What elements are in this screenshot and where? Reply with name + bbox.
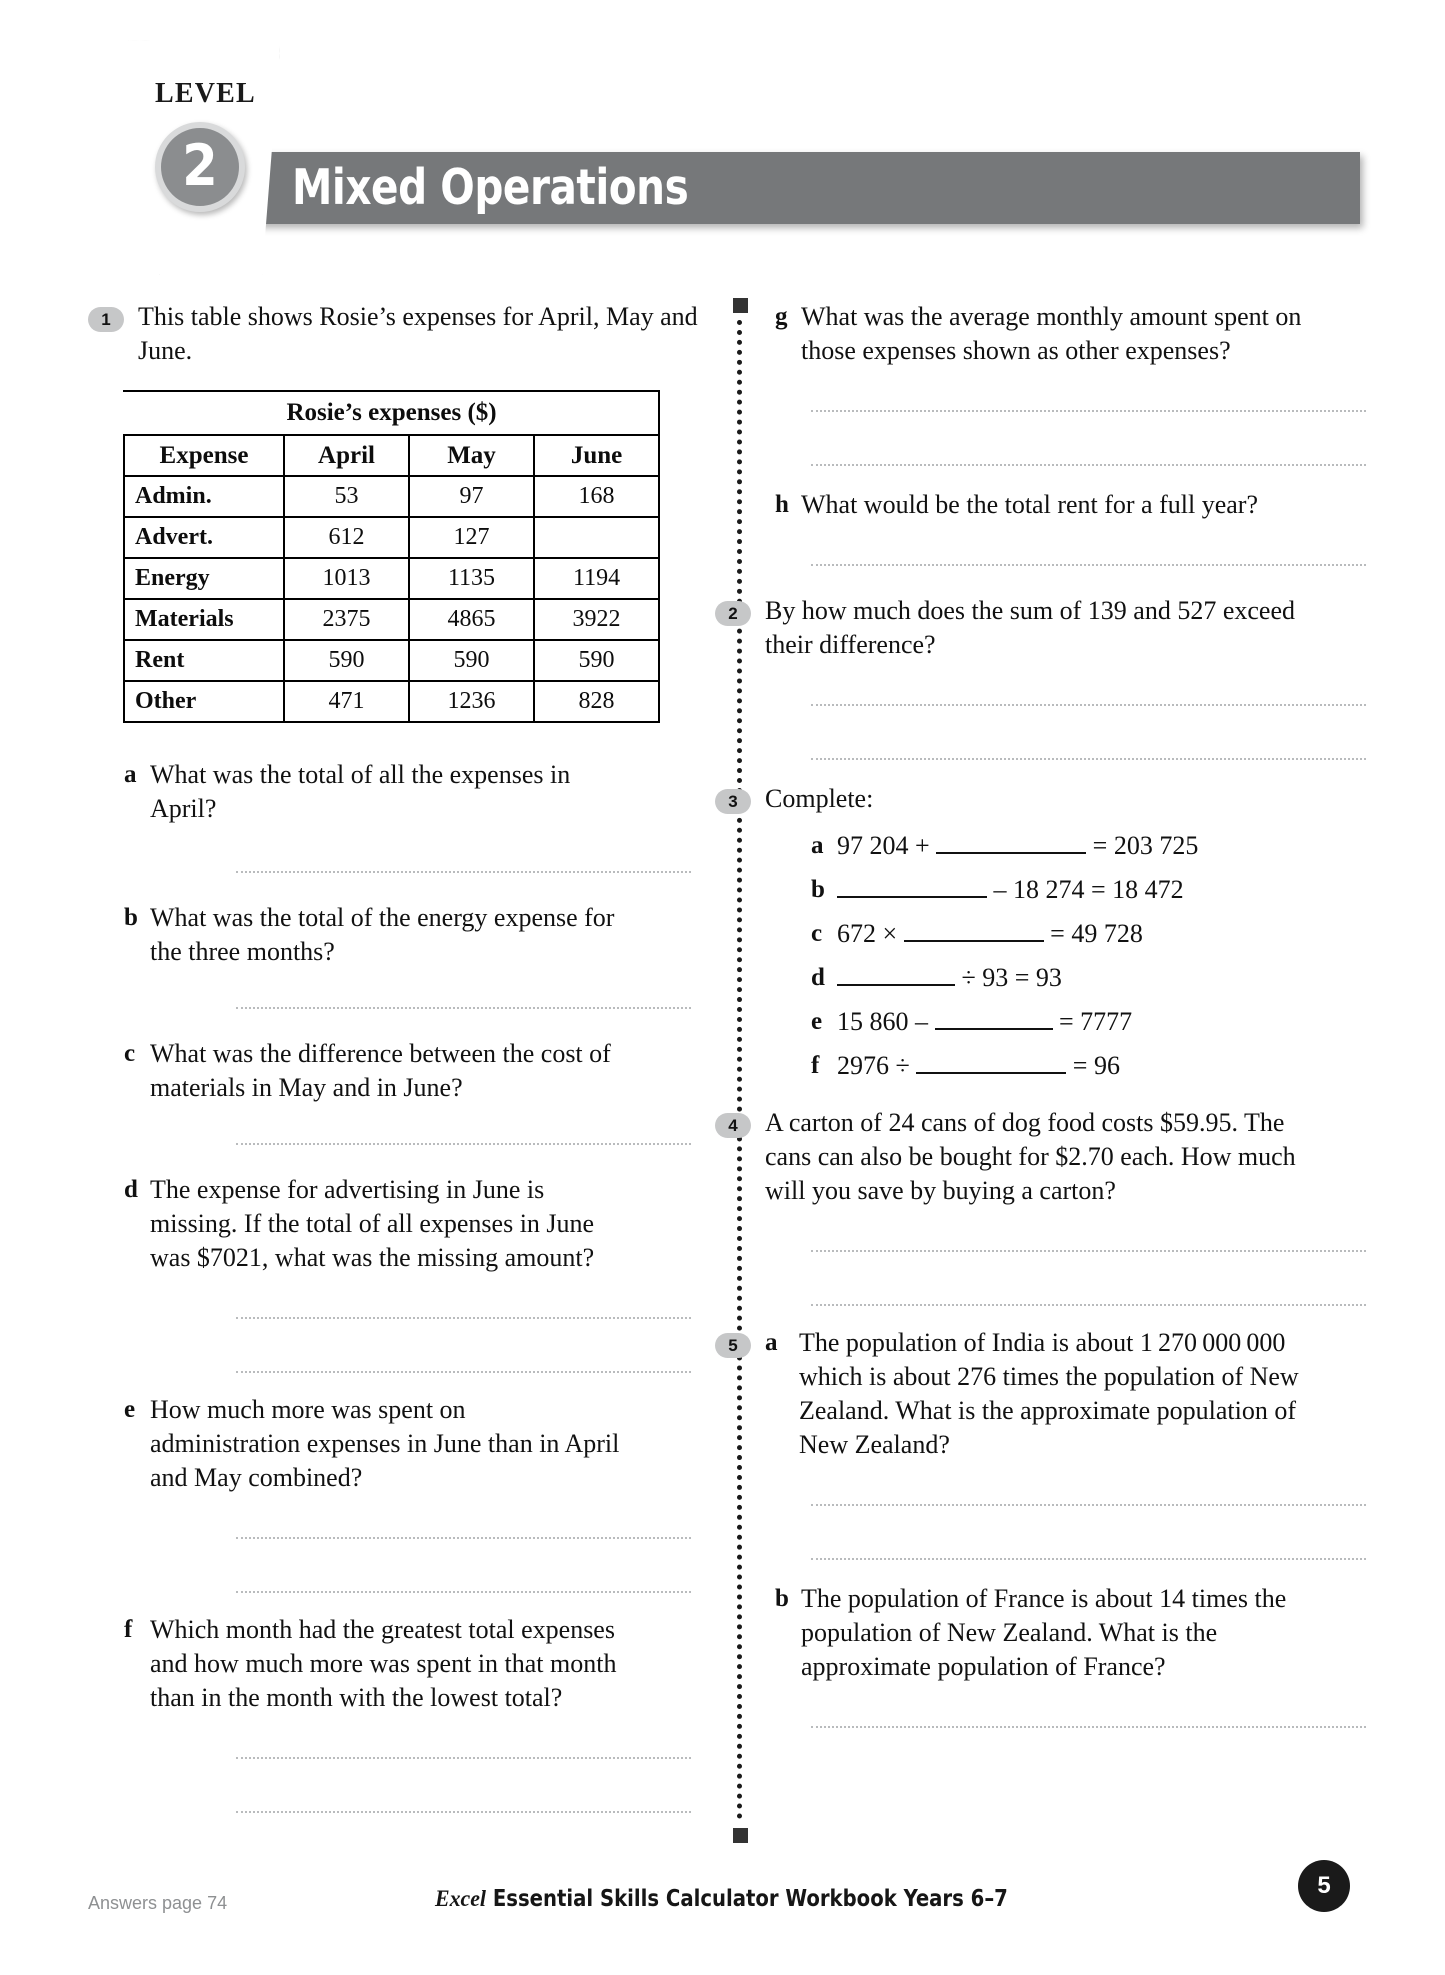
page-header	[0, 0, 1445, 240]
question-1f	[124, 1613, 713, 1715]
part-letter: f	[124, 1616, 133, 1643]
equation-3b	[837, 870, 1184, 910]
question-3a	[811, 826, 1380, 866]
question-5	[715, 1326, 1380, 1462]
question-1	[88, 300, 713, 368]
question-number-badge: 1	[88, 307, 124, 332]
cell-june: 168	[534, 476, 659, 517]
answer-line[interactable]	[811, 464, 1366, 466]
equation-3d	[837, 958, 1062, 998]
equation-post: = 96	[1072, 1051, 1120, 1080]
table-row	[124, 599, 659, 640]
question-3f	[811, 1046, 1380, 1086]
divider-cap-bottom	[733, 1828, 748, 1843]
question-1d	[124, 1173, 713, 1275]
cell-june: 590	[534, 640, 659, 681]
answer-line[interactable]	[811, 758, 1366, 760]
question-1e	[124, 1393, 713, 1495]
part-letter: a	[124, 761, 137, 788]
col-header-june: June	[534, 435, 659, 476]
table-row	[124, 681, 659, 722]
part-letter: g	[775, 303, 788, 330]
expenses-table	[123, 390, 660, 723]
part-letter: e	[811, 1008, 823, 1035]
equation-post: ÷ 93 = 93	[961, 963, 1062, 992]
answer-blank[interactable]	[936, 852, 1086, 854]
equation-3c	[837, 914, 1143, 954]
cell-april: 2375	[284, 599, 409, 640]
question-4-text: A carton of 24 cans of dog food costs $59.95. The cans can also be bought for $2.70 each. How much will you save by buying a carton?	[765, 1108, 1296, 1205]
question-3b	[811, 870, 1380, 910]
divider-dots	[737, 320, 742, 1820]
question-1h	[775, 488, 1380, 522]
row-label: Rent	[124, 640, 284, 681]
part-letter: e	[124, 1396, 136, 1423]
part-letter: d	[124, 1176, 138, 1203]
question-3c	[811, 914, 1380, 954]
question-number-badge: 5	[715, 1333, 751, 1358]
table-row	[124, 558, 659, 599]
question-5a-text: The population of India is about 1 270 000 000 which is about 276 times the population of New Zealand. What is the approximate population of New Zealand?	[799, 1328, 1299, 1459]
cell-april: 1013	[284, 558, 409, 599]
part-text: The expense for advertising in June is missing. If the total of all expenses in June was $7021, what was the missing amount?	[150, 1175, 595, 1272]
equation-3f	[837, 1046, 1120, 1086]
equation-pre: 2976 ÷	[837, 1051, 910, 1080]
answer-line[interactable]	[236, 1591, 691, 1593]
answer-line[interactable]	[236, 1757, 691, 1759]
row-label: Materials	[124, 599, 284, 640]
question-3e	[811, 1002, 1380, 1042]
cell-june: 3922	[534, 599, 659, 640]
equation-pre: 672 ×	[837, 919, 898, 948]
part-letter: d	[811, 964, 825, 991]
question-number-badge: 2	[715, 601, 751, 626]
cell-april: 590	[284, 640, 409, 681]
part-letter: b	[775, 1585, 789, 1612]
part-text: How much more was spent on administration expenses in June than in April and May combined?	[150, 1395, 620, 1492]
question-3	[715, 782, 1380, 816]
answer-line[interactable]	[811, 704, 1366, 706]
col-header-expense: Expense	[124, 435, 284, 476]
question-1c	[124, 1037, 713, 1105]
cell-june: 828	[534, 681, 659, 722]
cell-june-blank	[534, 517, 659, 558]
part-letter: b	[124, 904, 138, 931]
cell-june: 1194	[534, 558, 659, 599]
question-3d	[811, 958, 1380, 998]
part-letter: f	[811, 1052, 820, 1079]
part-text: What was the total of the energy expense for the three months?	[150, 903, 615, 966]
answer-line[interactable]	[236, 1007, 691, 1009]
equation-post: = 49 728	[1050, 919, 1143, 948]
part-letter: h	[775, 491, 789, 518]
equation-pre: 97 204 +	[837, 831, 930, 860]
column-divider	[733, 298, 747, 1843]
part-letter: c	[811, 920, 823, 947]
part-text: What was the difference between the cost of materials in May and in June?	[150, 1039, 611, 1102]
table-row	[124, 640, 659, 681]
table-row	[124, 476, 659, 517]
part-letter: c	[124, 1040, 136, 1067]
page-number-badge: 5	[1298, 1860, 1350, 1912]
cell-may: 590	[409, 640, 534, 681]
answer-blank[interactable]	[935, 1028, 1053, 1030]
answer-blank[interactable]	[837, 984, 955, 986]
divider-cap-top	[733, 298, 748, 313]
book-subtitle: Essential Skills Calculator Workbook Years 6–7	[492, 1886, 1008, 1912]
answer-line[interactable]	[236, 1317, 691, 1319]
question-1g	[775, 300, 1380, 368]
equation-post: – 18 274 = 18 472	[993, 875, 1184, 904]
equation-3e	[837, 1002, 1132, 1042]
question-2	[715, 594, 1380, 662]
answer-line[interactable]	[811, 1504, 1366, 1506]
answer-line[interactable]	[811, 564, 1366, 566]
part-letter: a	[811, 832, 824, 859]
question-number-badge: 3	[715, 789, 751, 814]
part-letter: b	[811, 876, 825, 903]
part-text: What was the average monthly amount spent on those expenses shown as other expenses?	[801, 302, 1302, 365]
equation-pre: 15 860 –	[837, 1007, 928, 1036]
row-label: Advert.	[124, 517, 284, 558]
answer-blank[interactable]	[837, 896, 987, 898]
table-title-row	[124, 391, 659, 435]
answer-line[interactable]	[236, 1143, 691, 1145]
answer-blank[interactable]	[916, 1072, 1066, 1074]
part-text: What was the total of all the expenses in April?	[150, 760, 571, 823]
answer-line[interactable]	[236, 1537, 691, 1539]
cell-april: 53	[284, 476, 409, 517]
question-3-text: Complete:	[765, 784, 874, 813]
answer-line[interactable]	[811, 1304, 1366, 1306]
answer-line[interactable]	[236, 1811, 691, 1813]
level-label: LEVEL	[155, 78, 256, 109]
answer-line[interactable]	[811, 1558, 1366, 1560]
cell-may: 4865	[409, 599, 534, 640]
question-4	[715, 1106, 1380, 1208]
cell-may: 1236	[409, 681, 534, 722]
table-row	[124, 517, 659, 558]
col-header-may: May	[409, 435, 534, 476]
row-label: Admin.	[124, 476, 284, 517]
part-text: Which month had the greatest total expenses and how much more was spent in that month than in the month with the lowest total?	[150, 1615, 617, 1712]
answer-line[interactable]	[811, 410, 1366, 412]
equation-post: = 203 725	[1092, 831, 1199, 860]
cell-may: 1135	[409, 558, 534, 599]
level-number: 2	[182, 133, 218, 199]
answer-line[interactable]	[236, 871, 691, 873]
left-column	[88, 300, 713, 1813]
question-1-text: This table shows Rosie’s expenses for April, May and June.	[138, 302, 698, 365]
answers-reference: Answers page 74	[88, 1893, 228, 1913]
question-2-text: By how much does the sum of 139 and 527 exceed their difference?	[765, 596, 1296, 659]
question-5b	[775, 1582, 1380, 1684]
answer-line[interactable]	[811, 1726, 1366, 1728]
book-brand: Excel	[435, 1886, 486, 1911]
col-header-april: April	[284, 435, 409, 476]
equation-post: = 7777	[1059, 1007, 1133, 1036]
question-1b	[124, 901, 713, 969]
equation-3a	[837, 826, 1198, 866]
row-label: Energy	[124, 558, 284, 599]
answer-blank[interactable]	[904, 940, 1044, 942]
cell-april: 471	[284, 681, 409, 722]
book-title-footer	[435, 1886, 1008, 1912]
part-text: The population of France is about 14 times the population of New Zealand. What is the approximate population of France?	[801, 1584, 1287, 1681]
page-title: Mixed Operations	[292, 159, 689, 216]
table-title: Rosie’s expenses ($)	[124, 391, 659, 435]
cell-may: 127	[409, 517, 534, 558]
row-label: Other	[124, 681, 284, 722]
cell-may: 97	[409, 476, 534, 517]
part-text: What would be the total rent for a full year?	[801, 490, 1258, 519]
answer-line[interactable]	[236, 1371, 691, 1373]
cell-april: 612	[284, 517, 409, 558]
part-letter: a	[765, 1329, 778, 1356]
right-column	[728, 300, 1380, 1728]
question-number-badge: 4	[715, 1113, 751, 1138]
answer-line[interactable]	[811, 1250, 1366, 1252]
question-1a	[124, 758, 713, 826]
table-header-row	[124, 435, 659, 476]
